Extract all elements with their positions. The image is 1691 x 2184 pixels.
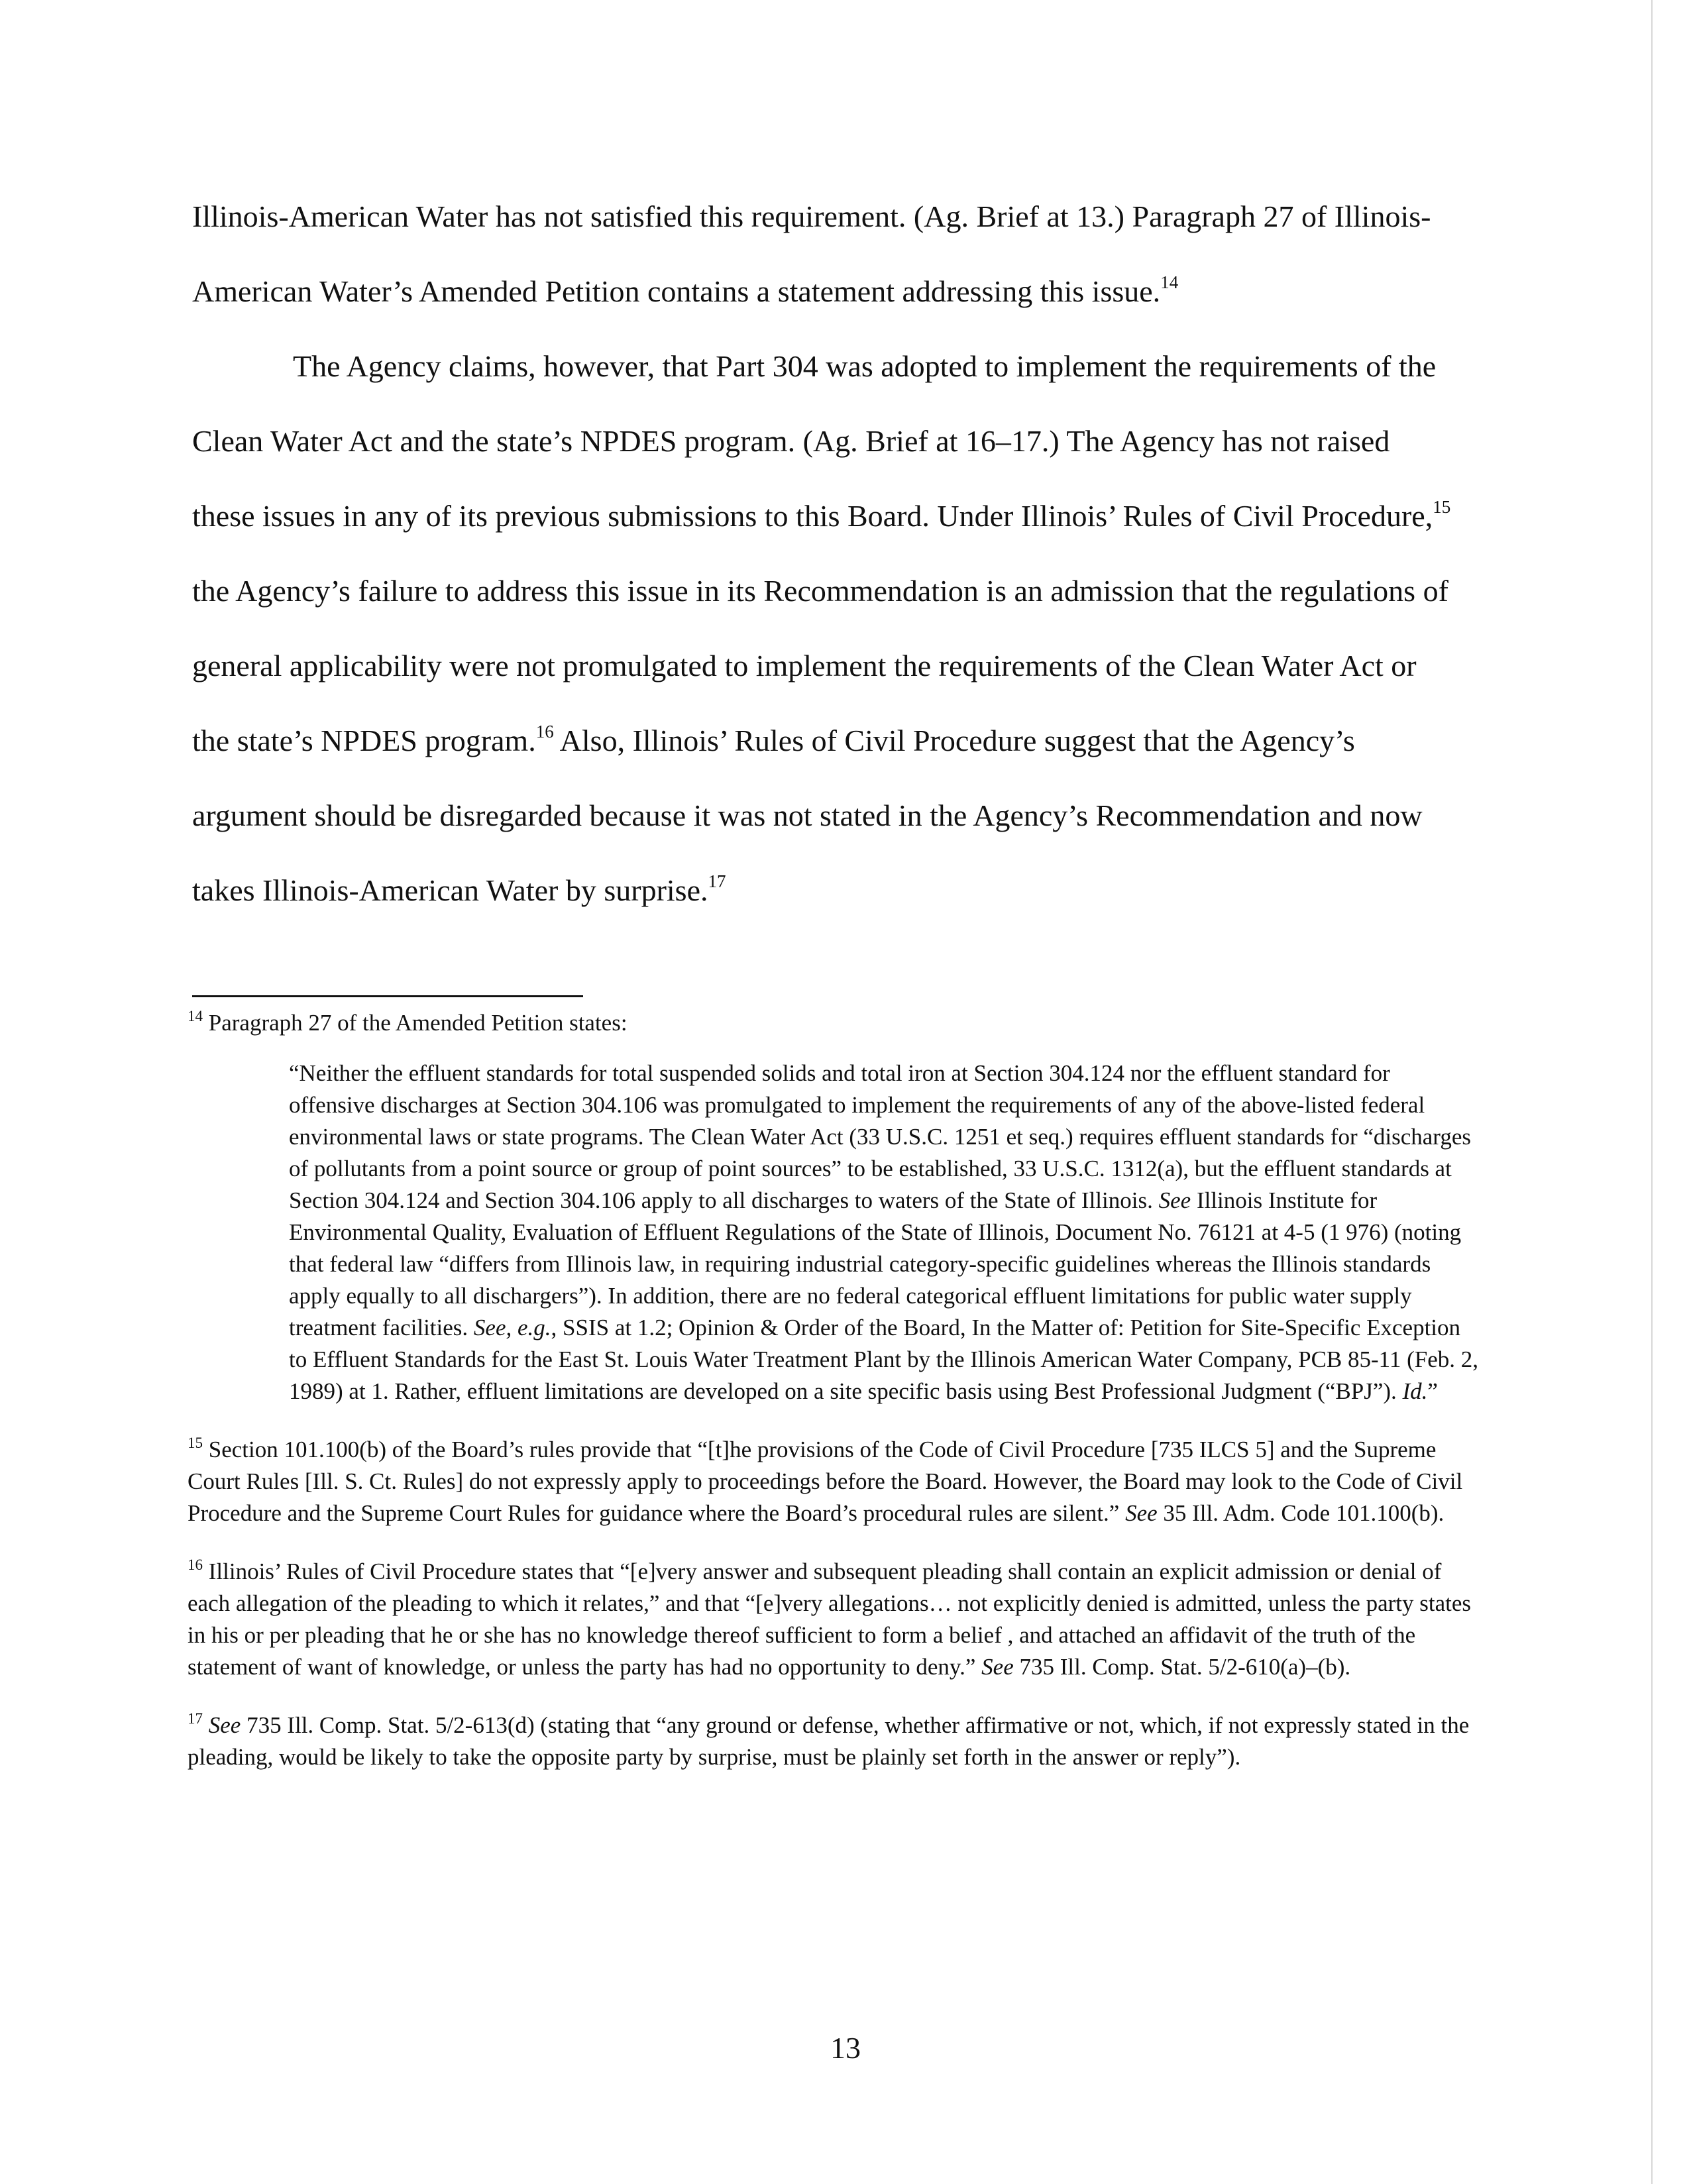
italic-text: See bbox=[1125, 1500, 1158, 1526]
text-run: The Agency claims, however, that Part 304 was adopted to implement the requirements of the Clean Water Act and the state’s NPDES program. (Ag. Brief at 16–17.) The Agency has not raised these issues in any of its previous submissions to this Board. Under Illinois’ Rules of Civil Procedure, bbox=[192, 349, 1437, 533]
footnote-block-quote bbox=[289, 1058, 1482, 1407]
text-run: ” bbox=[1427, 1378, 1438, 1404]
text-run: the Agency’s failure to address this issue in its Recommendation is an admission that the regulations of general applicability were not promulgated to implement the requirements of the Clean Water Act or the state’s NPDES program. bbox=[192, 574, 1448, 757]
footnote-reference: 14 bbox=[1160, 272, 1179, 292]
footnotes-section bbox=[188, 1007, 1486, 1800]
footnote-marker: 14 bbox=[188, 1008, 203, 1024]
text-run: 735 Ill. Comp. Stat. 5/2-610(a)–(b). bbox=[1013, 1654, 1351, 1680]
text-run: Paragraph 27 of the Amended Petition states: bbox=[203, 1010, 627, 1036]
text-run: Illinois-American Water has not satisfied this requirement. (Ag. Brief at 13.) Paragraph 27 of Illinois-American Water’s Amended Petition contains a statement addressing this issue. bbox=[192, 199, 1431, 308]
page-number: 13 bbox=[830, 2031, 861, 2065]
footnote-14 bbox=[188, 1007, 1486, 1039]
text-run: “Neither the effluent standards for total suspended solids and total iron at Section 304.124 nor the effluent standard for offensive discharges at Section 304.106 was promulgated to implement the requirements of any of the above-listed federal environmental laws or state programs. The Clean Water Act (33 U.S.C. 1251 et seq.) requires effluent standards for “discharges of pollutants from a point source or group of point sources” to be established, 33 U.S.C. 1312(a), but the effluent standards at Section 304.124 and Section 304.106 apply to all discharges to waters of the State of Illinois. bbox=[289, 1060, 1471, 1213]
text-run: 35 Ill. Adm. Code 101.100(b). bbox=[1157, 1500, 1445, 1526]
footnote-marker: 15 bbox=[188, 1435, 203, 1451]
main-body-text bbox=[192, 179, 1451, 928]
footnote-marker: 16 bbox=[188, 1556, 203, 1573]
text-run: 735 Ill. Comp. Stat. 5/2-613(d) (stating that “any ground or defense, whether affirmative or not, which, if not expressly stated in the pleading, would be likely to take the opposite party by surprise, must be plainly set forth in the answer or reply”). bbox=[188, 1712, 1470, 1770]
italic-text: See bbox=[1158, 1187, 1191, 1213]
text-run: Illinois’ Rules of Civil Procedure states that “[e]very answer and subsequent pleading shall contain an explicit admission or denial of each allegation of the pleading to which it relates,” and that “[e]very allegations… not explicitly denied is admitted, unless the party states in his or per pleading that he or she has no knowledge thereof sufficient to form a belief , and attached an affidavit of the truth of the statement of want of knowledge, or unless the party has had no opportunity to deny.” bbox=[188, 1558, 1472, 1680]
page-edge-line bbox=[1651, 0, 1653, 2184]
footnote-15 bbox=[188, 1434, 1486, 1529]
footnote-17 bbox=[188, 1710, 1486, 1773]
italic-text: See, e.g. bbox=[473, 1315, 551, 1340]
footnote-marker: 17 bbox=[188, 1710, 203, 1727]
body-paragraph bbox=[192, 329, 1451, 928]
footnote-reference: 17 bbox=[708, 871, 726, 891]
italic-text: Id. bbox=[1402, 1378, 1428, 1404]
footnote-reference: 16 bbox=[535, 722, 554, 741]
text-run: , SSIS at 1.2; Opinion & Order of the Board, In the Matter of: Petition for Site-Specific Exception to Effluent Standards for the East St. Louis Water Treatment Plant by the Illinois American Water Company, PCB 85-11 (Feb. 2, 1989) at 1. Rather, effluent limitations are developed on a site specific basis using Best Professional Judgment (“BPJ”). bbox=[289, 1315, 1479, 1404]
italic-text: See bbox=[203, 1712, 241, 1738]
footnote-16 bbox=[188, 1556, 1486, 1683]
italic-text: See bbox=[981, 1654, 1014, 1680]
text-run: Illinois Institute for Environmental Quality, Evaluation of Effluent Regulations of the State of Illinois, Document No. 76121 at 4-5 (1 976) (noting that federal law “differs from Illinois law, in requiring industrial category-specific guidelines whereas the Illinois standards apply equally to all dischargers”). In addition, there are no federal categorical effluent limitations for public water supply treatment facilities. bbox=[289, 1187, 1462, 1340]
text-run: Section 101.100(b) of the Board’s rules provide that “[t]he provisions of the Code of Civil Procedure [735 ILCS 5] and the Supreme Court Rules [Ill. S. Ct. Rules] do not expressly apply to proceedings before the Board. However, the Board may look to the Code of Civil Procedure and the Supreme Court Rules for guidance where the Board’s procedural rules are silent.” bbox=[188, 1437, 1463, 1526]
text-run: Also, Illinois’ Rules of Civil Procedure suggest that the Agency’s argument should be disregarded because it was not stated in the Agency’s Recommendation and now takes Illinois-American Water by surprise. bbox=[192, 724, 1423, 907]
body-paragraph bbox=[192, 179, 1451, 329]
footnote-reference: 15 bbox=[1433, 497, 1451, 517]
footnote-separator bbox=[192, 995, 583, 997]
